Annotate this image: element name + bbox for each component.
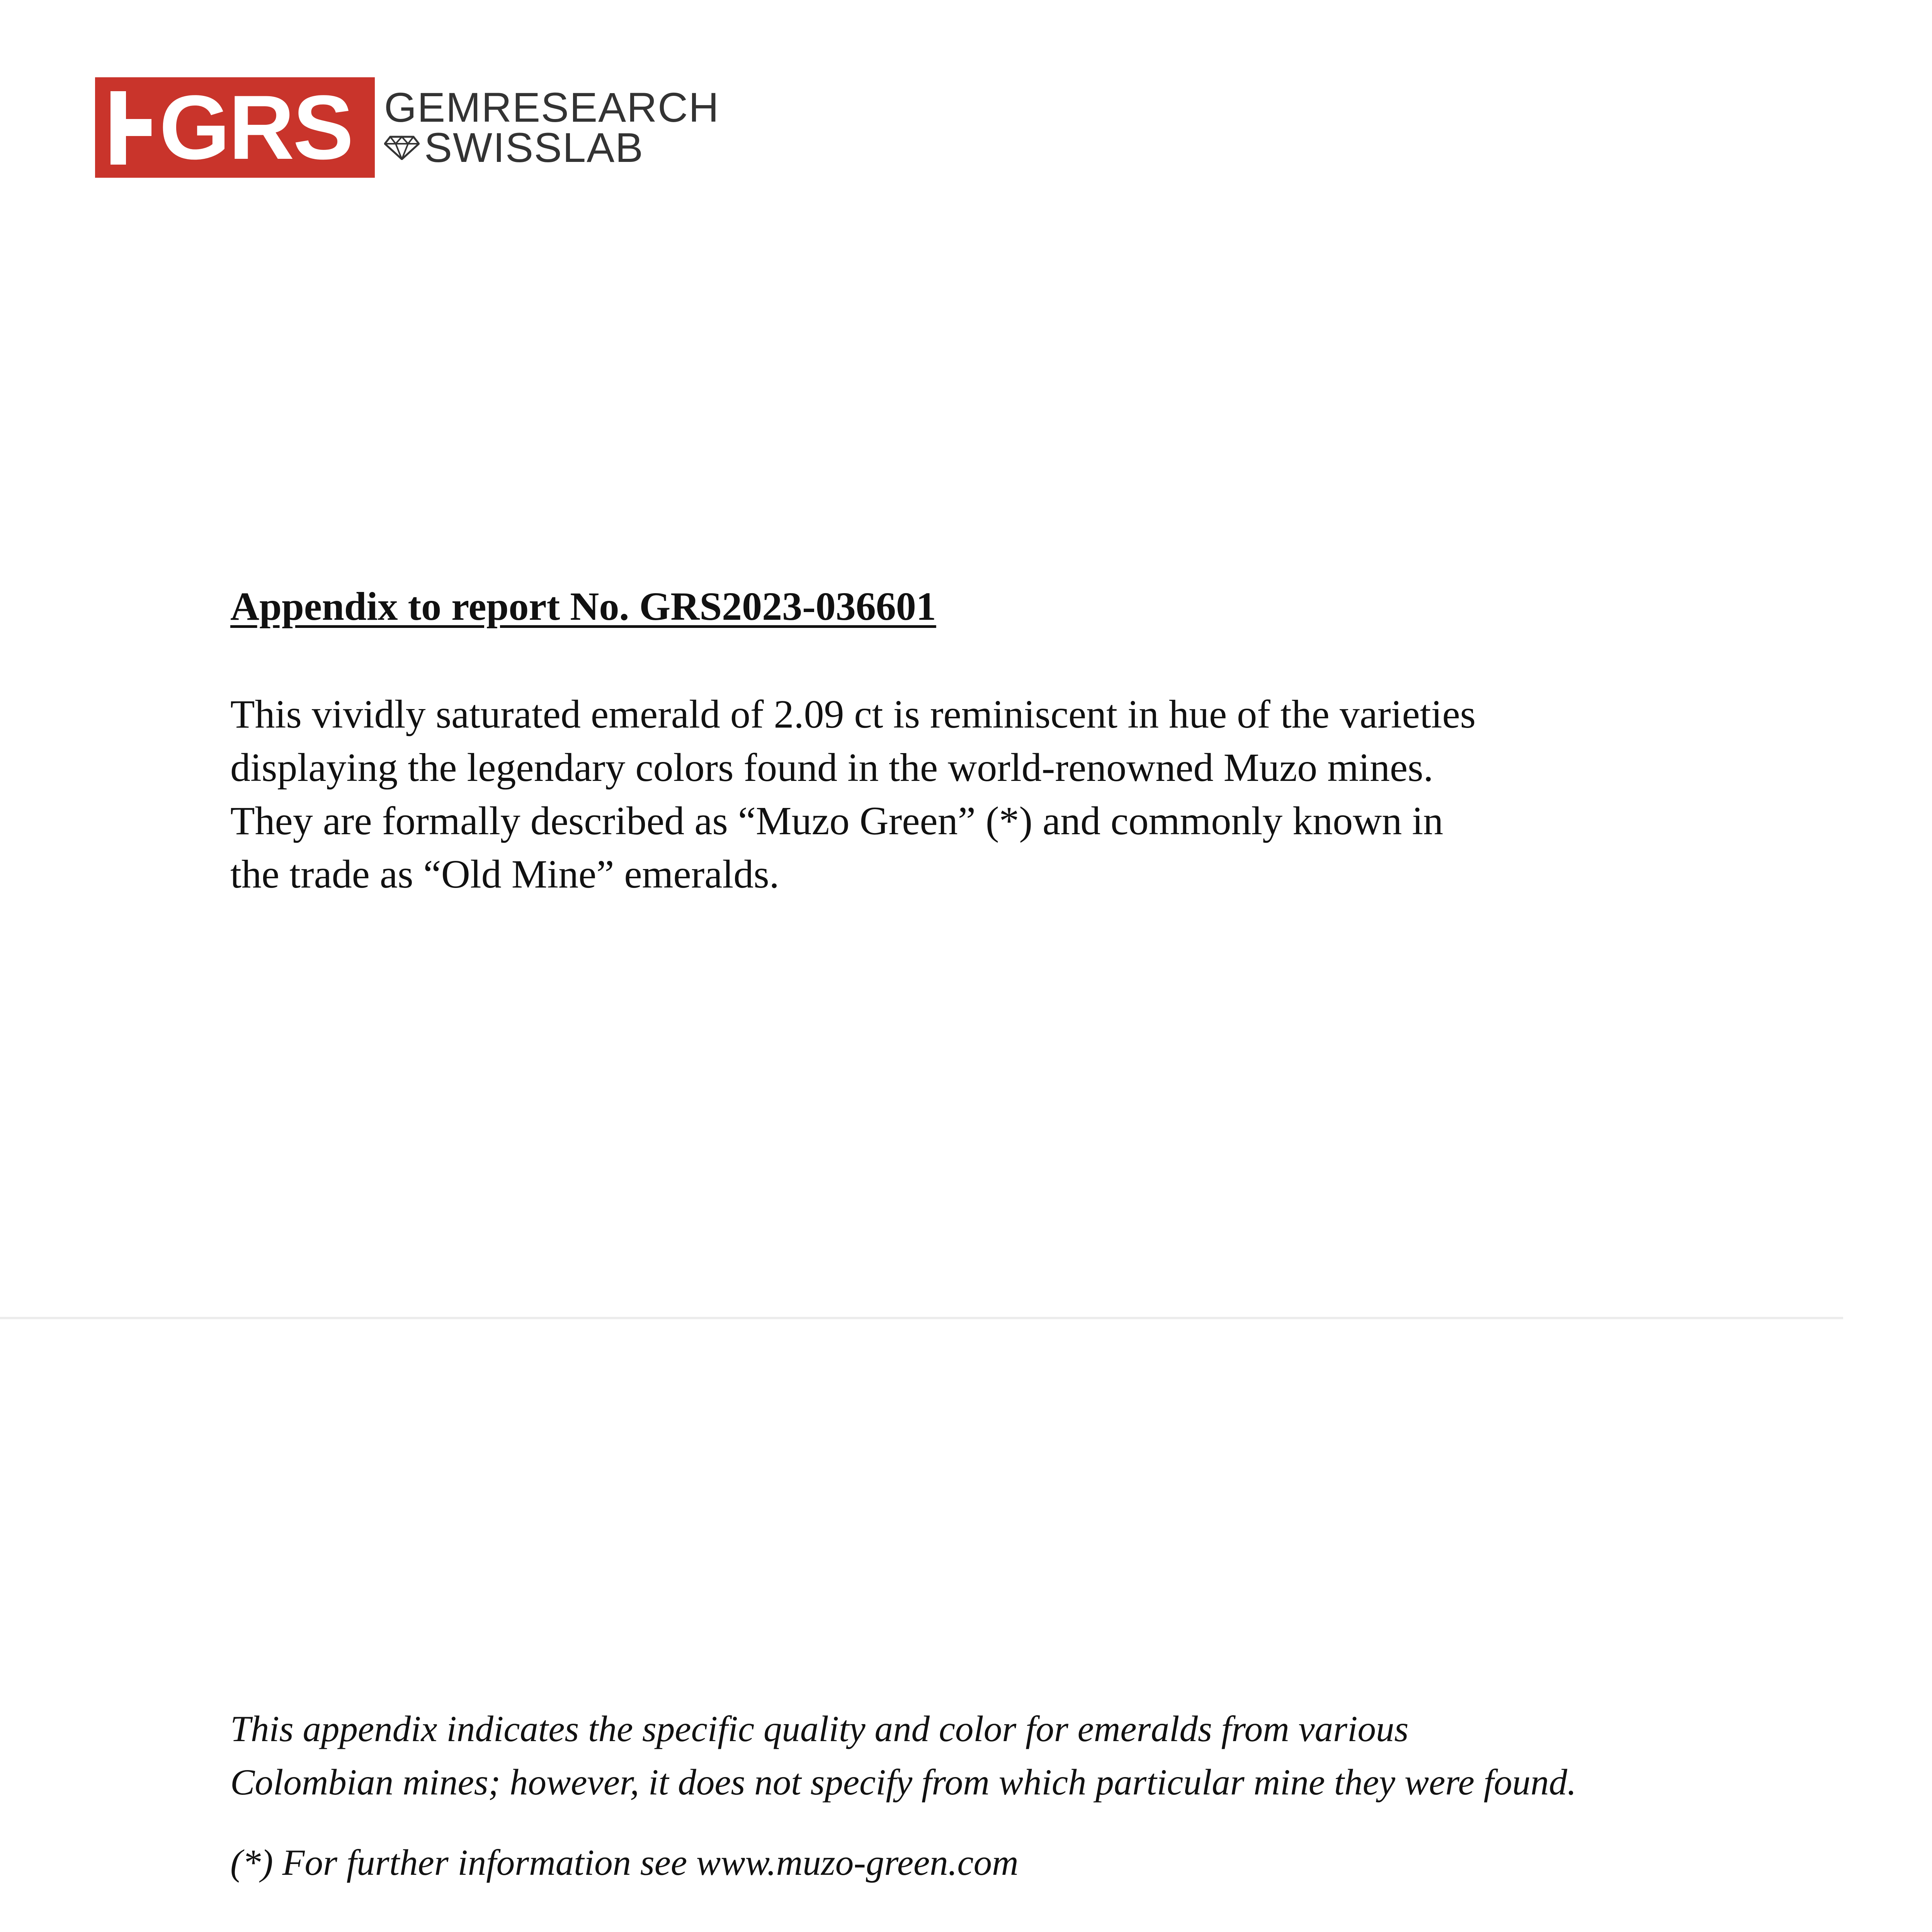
logo-line-gemresearch: GEMRESEARCH bbox=[384, 84, 720, 131]
logo-letters: GRS bbox=[159, 77, 352, 179]
paragraph-line: They are formally described as “Muzo Green” (*) and commonly known in bbox=[230, 799, 1444, 843]
grs-logo bbox=[95, 77, 720, 179]
logo-line-swisslab: SWISSLAB bbox=[424, 124, 644, 171]
logo-wordmark bbox=[384, 84, 720, 171]
note-line: This appendix indicates the specific quality and color for emeralds from various bbox=[230, 1708, 1409, 1749]
note-line: Colombian mines; however, it does not specify from which particular mine they were found. bbox=[230, 1762, 1577, 1803]
logo-line-swisslab-row bbox=[384, 124, 719, 171]
appendix-heading: Appendix to report No. GRS2023-036601 bbox=[230, 584, 936, 629]
swiss-cross-icon bbox=[104, 91, 151, 165]
footnote: (*) For further information see www.muzo-green.com bbox=[230, 1842, 1019, 1883]
appendix-paragraph bbox=[230, 688, 1776, 901]
appendix-note bbox=[230, 1702, 1815, 1809]
paragraph-line: the trade as “Old Mine” emeralds. bbox=[230, 852, 779, 896]
fold-line bbox=[0, 1317, 1843, 1319]
logo-mark bbox=[95, 77, 375, 178]
paragraph-line: displaying the legendary colors found in the world-renowned Muzo mines. bbox=[230, 745, 1434, 790]
paragraph-line: This vividly saturated emerald of 2.09 ct is reminiscent in hue of the varieties bbox=[230, 692, 1476, 736]
diamond-icon bbox=[384, 135, 420, 160]
